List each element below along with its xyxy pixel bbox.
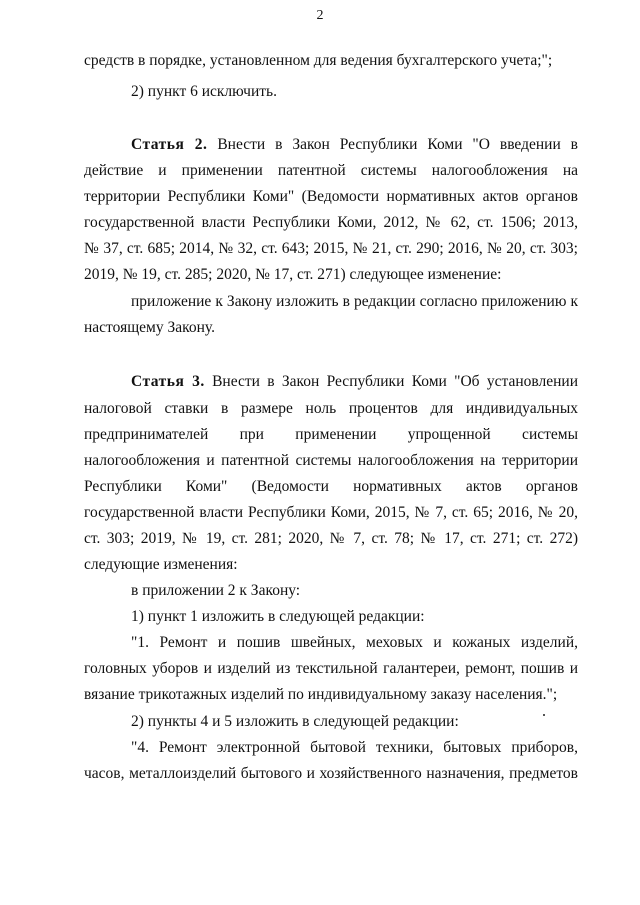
text-line: Внести в Закон Республики Коми "Об установлении xyxy=(212,373,578,390)
text-line: настоящему Закону. xyxy=(84,319,215,336)
text-line: 2) пункты 4 и 5 изложить в следующей редакции: xyxy=(131,713,459,730)
text-line: предпринимателей при применении упрощенной системы xyxy=(84,426,578,443)
text-line: 2019, № 19, ст. 285; 2020, № 17, ст. 271) следующее изменение: xyxy=(84,266,502,283)
page-number: 2 xyxy=(316,8,324,23)
scan-speck xyxy=(543,714,545,716)
text-line: Внести в Закон Республики Коми "О введении в xyxy=(217,136,578,153)
article-3-heading xyxy=(131,372,578,392)
text-line: государственной власти Республики Коми, 2015, № 7, ст. 65; 2016, № 20, xyxy=(84,504,578,521)
text-line: следующие изменения: xyxy=(84,556,238,573)
text-line: средств в порядке, установленном для ведения бухгалтерского учета;"; xyxy=(84,52,553,69)
text-line: налоговой ставки в размере ноль процентов для индивидуальных xyxy=(84,400,578,417)
text-line: приложение к Закону изложить в редакции согласно приложению к xyxy=(131,293,578,310)
text-line: "4. Ремонт электронной бытовой техники, бытовых приборов, xyxy=(131,739,578,756)
text-line: вязание трикотажных изделий по индивидуальному заказу населения."; xyxy=(84,686,558,703)
text-line: 2) пункт 6 исключить. xyxy=(131,83,277,100)
text-line: № 37, ст. 685; 2014, № 32, ст. 643; 2015, № 21, ст. 290; 2016, № 20, ст. 303; xyxy=(84,240,578,257)
text-line: действие и применении патентной системы налогообложения на xyxy=(84,162,578,179)
text-line: головных уборов и изделий из текстильной галантереи, ремонт, пошив и xyxy=(84,660,578,677)
text-line: 1) пункт 1 изложить в следующей редакции: xyxy=(131,608,425,625)
text-line: ст. 303; 2019, № 19, ст. 281; 2020, № 7, ст. 78; № 17, ст. 271; ст. 272) xyxy=(84,530,578,547)
text-line: в приложении 2 к Закону: xyxy=(131,582,301,599)
text-line: часов, металлоизделий бытового и хозяйственного назначения, предметов xyxy=(84,765,578,782)
article-3-label: Статья 3. xyxy=(131,373,205,390)
article-2-label: Статья 2. xyxy=(131,136,208,153)
text-line: Республики Коми" (Ведомости нормативных актов органов xyxy=(84,478,578,495)
text-line: налогообложения и патентной системы налогообложения на территории xyxy=(84,452,578,469)
article-2-heading xyxy=(131,135,578,155)
text-line: государственной власти Республики Коми, 2012, № 62, ст. 1506; 2013, xyxy=(84,214,578,231)
text-line: "1. Ремонт и пошив швейных, меховых и кожаных изделий, xyxy=(131,634,578,651)
text-line: территории Республики Коми" (Ведомости нормативных актов органов xyxy=(84,188,578,205)
